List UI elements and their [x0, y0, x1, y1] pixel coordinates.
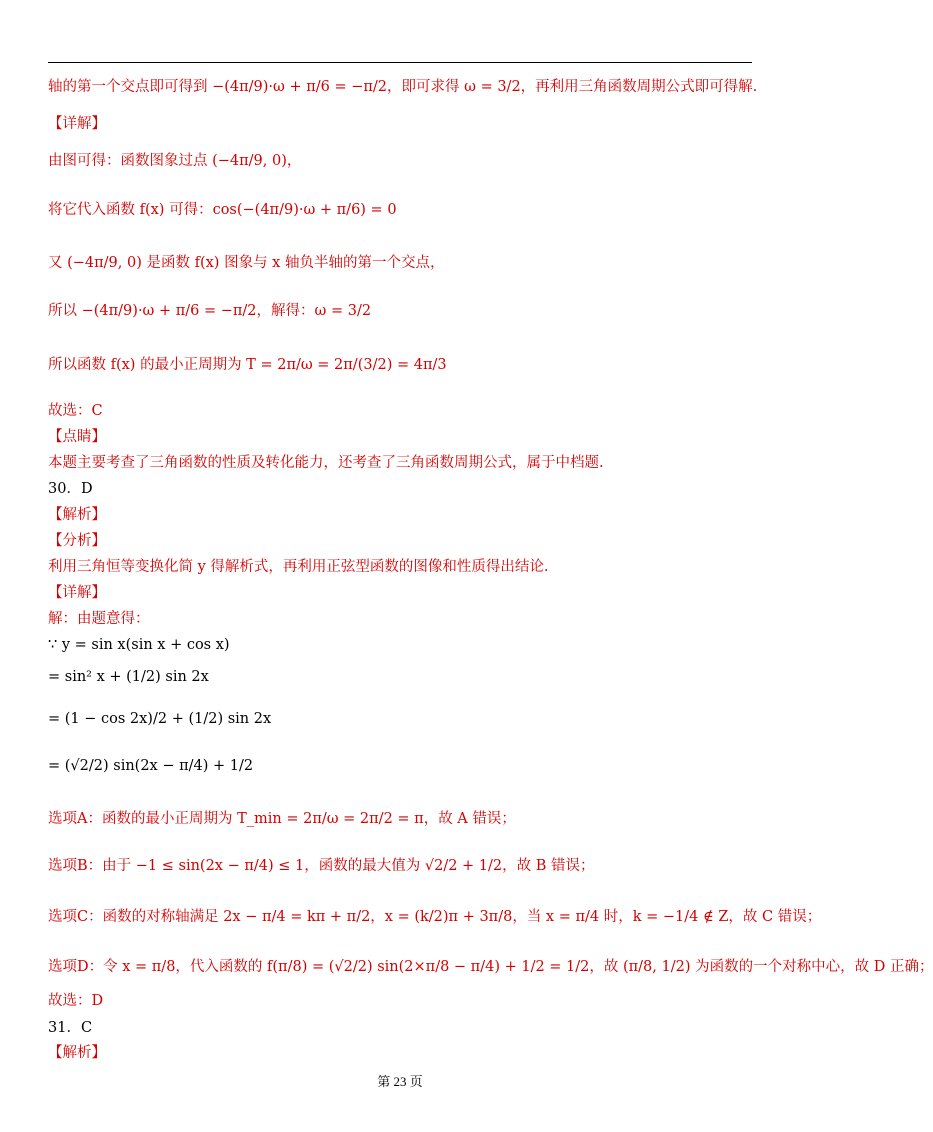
text-line: = (1 − cos 2x)/2 + (1/2) sin 2x	[48, 711, 272, 727]
text-line: 本题主要考查了三角函数的性质及转化能力，还考查了三角函数周期公式，属于中档题.	[48, 455, 604, 471]
page-number: 第 23 页	[377, 1074, 423, 1089]
text-line: 所以函数 f(x) 的最小正周期为 T = 2π/ω = 2π/(3/2) = 4π/3	[48, 357, 447, 373]
text-line: ∵ y = sin x(sin x + cos x)	[48, 637, 230, 653]
text-line: 【点睛】	[48, 429, 106, 445]
text-line: 故选：D	[48, 993, 104, 1009]
text-line: 【解析】	[48, 1045, 106, 1061]
text-line: 选项D：令 x = π/8，代入函数的 f(π/8) = (√2/2) sin(2×π/8 − π/4) + 1/2 = 1/2，故 (π/8, 1/2) 为函数的一个对称中心，故 D 正确；	[48, 959, 933, 975]
text-line: = (√2/2) sin(2x − π/4) + 1/2	[48, 758, 254, 774]
text-line: 【分析】	[48, 533, 106, 549]
text-line: 所以 −(4π/9)·ω + π/6 = −π/2，解得：ω = 3/2	[48, 303, 372, 319]
text-line: 将它代入函数 f(x) 可得：cos(−(4π/9)·ω + π/6) = 0	[48, 202, 397, 218]
text-line: 选项B：由于 −1 ≤ sin(2x − π/4) ≤ 1，函数的最大值为 √2/2 + 1/2，故 B 错误；	[48, 858, 595, 874]
text-line: = sin² x + (1/2) sin 2x	[48, 669, 209, 685]
text-line: 【解析】	[48, 507, 106, 523]
text-line: 解：由题意得：	[48, 611, 150, 627]
text-line: 轴的第一个交点即可得到 −(4π/9)·ω + π/6 = −π/2，即可求得 ω = 3/2，再利用三角函数周期公式即可得解.	[48, 79, 758, 95]
text-line: 30．D	[48, 481, 93, 497]
text-line: 选项A：函数的最小正周期为 T_min = 2π/ω = 2π/2 = π，故 A 错误；	[48, 811, 516, 827]
text-line: 【详解】	[48, 116, 106, 132]
text-line: 由图可得：函数图象过点 (−4π/9, 0)，	[48, 153, 302, 169]
text-line: 故选：C	[48, 403, 103, 419]
text-line: 【详解】	[48, 585, 106, 601]
text-line: 利用三角恒等变换化简 y 得解析式，再利用正弦型函数的图像和性质得出结论.	[48, 559, 549, 575]
text-line: 31．C	[48, 1020, 93, 1036]
text-line: 选项C：函数的对称轴满足 2x − π/4 = kπ + π/2，x = (k/2)π + 3π/8，当 x = π/4 时，k = −1/4 ∉ Z，故 C 错误；	[48, 909, 822, 925]
text-line: 又 (−4π/9, 0) 是函数 f(x) 图象与 x 轴负半轴的第一个交点，	[48, 255, 445, 271]
header-rule	[48, 62, 752, 63]
